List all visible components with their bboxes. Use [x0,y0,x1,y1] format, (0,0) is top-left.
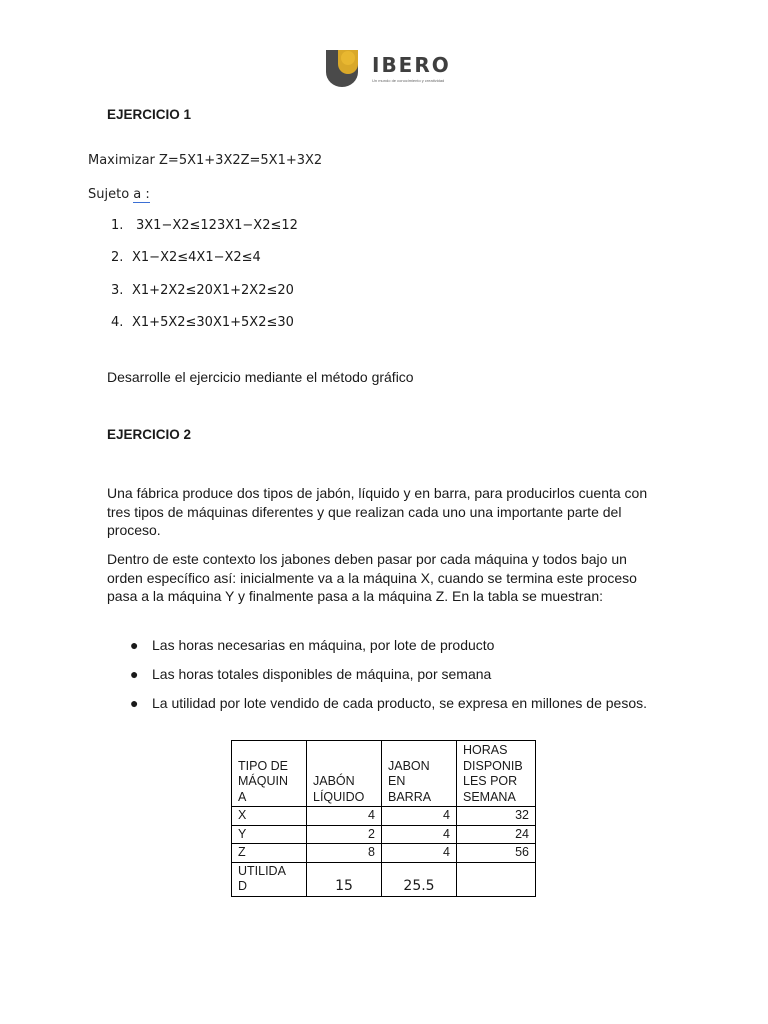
machine-cell: Z [232,844,307,863]
header-liquid-soap [307,741,382,807]
utility-bar-cell: 25.5 [382,862,457,896]
constraint-number: 3. [111,283,124,298]
header-line: SEMANA [463,789,516,804]
bullet-text: Las horas totales disponibles de máquina, por semana [152,666,492,682]
bar-hours-cell: 4 [382,844,457,863]
liquid-hours-cell: 2 [307,825,382,844]
utility-label-line: UTILIDA [238,863,286,878]
utility-liquid-cell: 15 [307,862,382,896]
constraint-1 [111,218,298,233]
subject-to-prefix: Sujeto [88,187,134,202]
available-hours-cell: 56 [457,844,536,863]
constraint-text: X1−X2≤4X1−X2≤4 [132,250,261,265]
ibero-shield-icon [326,50,358,87]
logo-tagline: Un mundo de conocimiento y creatividad [372,78,445,83]
objective-function: Maximizar Z=5X1+3X2Z=5X1+3X2 [88,153,323,168]
liquid-hours-cell: 4 [307,807,382,826]
header-line: HORAS [463,743,508,757]
header-available-hours [457,741,536,807]
constraint-number: 1. [111,218,124,233]
table-row [232,844,536,863]
header-machine-type [232,741,307,807]
constraint-number: 4. [111,315,124,330]
bullet-dot-icon: ● [130,695,139,711]
bullet-dot-icon: ● [130,666,139,682]
header-bar-soap [382,741,457,807]
utility-label-cell [232,862,307,896]
header-line: A [238,789,247,804]
table-row [232,807,536,826]
header-line: MÁQUIN [238,774,288,788]
utility-row [232,862,536,896]
machine-cell: X [232,807,307,826]
ejercicio1-title: EJERCICIO 1 [107,107,192,122]
header-line: TIPO DE [238,758,289,773]
header-line: EN [388,774,406,788]
header-line: LÍQUIDO [313,789,365,804]
constraint-3 [111,283,294,298]
available-hours-cell: 32 [457,807,536,826]
bullet-text: La utilidad por lote vendido de cada producto, se expresa en millones de pesos. [152,695,647,711]
constraint-text: 3X1−X2≤123X1−X2≤12 [136,218,298,233]
constraint-number: 2. [111,250,124,265]
ejercicio2-paragraph-2: Dentro de este contexto los jabones deben pasar por cada máquina y todos bajo un orden específico así: inicialmente va a la máquina X, cuando se termina este proceso pasa a la máquina Y y finalmente pasa a la máquina Z. En la tabla se muestran: [107,551,637,605]
bullet-text: Las horas necesarias en máquina, por lote de producto [152,637,495,653]
header-line: JABÓN [313,774,355,788]
machine-hours-table [231,740,536,897]
bar-hours-cell: 4 [382,807,457,826]
bullet-dot-icon: ● [130,637,139,653]
utility-label-line: D [238,879,248,893]
header-line: LES POR [463,774,518,788]
header-line: BARRA [388,789,432,804]
constraint-4 [111,315,294,330]
bar-hours-cell: 4 [382,825,457,844]
constraint-text: X1+5X2≤30X1+5X2≤30 [132,315,294,330]
header-line: DISPONIB [463,758,523,773]
ejercicio1-instruction: Desarrolle el ejercicio mediante el método gráfico [107,369,414,385]
logo-wordmark: IBERO [372,53,451,77]
ibero-logo [326,50,451,90]
machine-cell: Y [232,825,307,844]
ejercicio2-paragraph-1: Una fábrica produce dos tipos de jabón, líquido y en barra, para producirlos cuenta con tres tipos de máquinas diferentes y que realizan cada uno una importante parte del proceso. [107,485,648,539]
table-header-row [232,741,536,807]
subject-to-link[interactable]: a : [133,187,150,202]
constraint-2 [111,250,261,265]
header-line: JABON [388,758,430,773]
subject-to [88,187,150,202]
utility-empty-cell [457,862,536,896]
ejercicio2-title: EJERCICIO 2 [107,427,192,442]
table-row [232,825,536,844]
liquid-hours-cell: 8 [307,844,382,863]
constraint-text: X1+2X2≤20X1+2X2≤20 [132,283,294,298]
available-hours-cell: 24 [457,825,536,844]
